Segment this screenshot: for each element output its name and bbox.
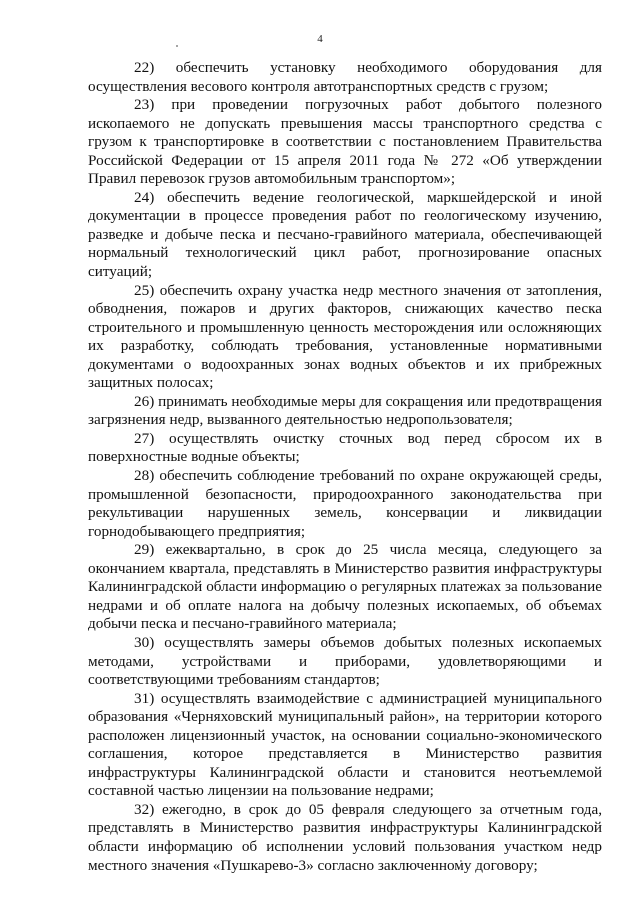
clause-31: 31) осуществлять взаимодействие с администрацией муниципального образования «Черняховский муниципальный район», на территории которого расположен лицензионный участок, на основании социально-экономического соглашения, которое представляется в Министерство развития инфраструктуры Калининградской области и становится неотъемлемой составной частью лицензии на пользование недрами; (88, 689, 602, 800)
clause-24: 24) обеспечить ведение геологической, маркшейдерской и иной документации в процессе проведения работ по геологическому изучению, разведке и добыче песка и песчано-гравийного материала, обеспечивающей нормальный технологический цикл работ, прогнозирование опасных ситуаций; (88, 188, 602, 281)
clause-32: 32) ежегодно, в срок до 05 февраля следующего за отчетным года, представлять в Министерство развития инфраструктуры Калининградской области информацию об исполнении условий пользования участком недр местного значения «Пушкарево-3» согласно заключенному договору; (88, 800, 602, 874)
clause-26: 26) принимать необходимые меры для сокращения или предотвращения загрязнения недр, вызванного деятельностью недропользователя; (88, 392, 602, 429)
clause-22: 22) обеспечить установку необходимого оборудования для осуществления весового контроля автотранспортных средств с грузом; (88, 59, 602, 95)
clause-28: 28) обеспечить соблюдение требований по охране окружающей среды, промышленной безопасности, природоохранного законодательства при рекультивации нарушенных земель, консервации и ликвидации горнодобывающего предприятия; (88, 467, 602, 540)
clause-27: 27) осуществлять очистку сточных вод перед сбросом их в поверхностные водные объекты; (88, 429, 602, 466)
clause-30: 30) осуществлять замеры объемов добытых полезных ископаемых методами, устройствами и приборами, удовлетворяющими и соответствующими требованиям стандартов; (88, 633, 602, 689)
clause-29: 29) ежеквартально, в срок до 25 числа месяца, следующего за окончанием квартала, представлять в Министерство развития инфраструктуры Калининградской области информацию о регулярных платежах за пользование недрами и об оплате налога на добычу полезных ископаемых, об объемах добычи песка и песчано-гравийного материала; (88, 541, 602, 633)
scan-speck (176, 45, 178, 47)
page-number: 4 (317, 33, 323, 45)
clause-23: 23) при проведении погрузочных работ добытого полезного ископаемого не допускать превышения массы транспортного средства с грузом к транспортировке в соответствии с постановлением Правительства Российской Федерации от 15 апреля 2011 года № 272 «Об утверждении Правил перевозок грузов автомобильным транспортом»; (88, 96, 602, 188)
document-body (88, 59, 602, 875)
clause-25: 25) обеспечить охрану участка недр местного значения от затопления, обводнения, пожаров и других факторов, снижающих качество песка строительного и промышленную ценность месторождения или осложняющих их разработку, соблюдать требования, установленные нормативными документами о водоохранных зонах водных объектов и их прибрежных защитных полосах; (88, 281, 602, 392)
